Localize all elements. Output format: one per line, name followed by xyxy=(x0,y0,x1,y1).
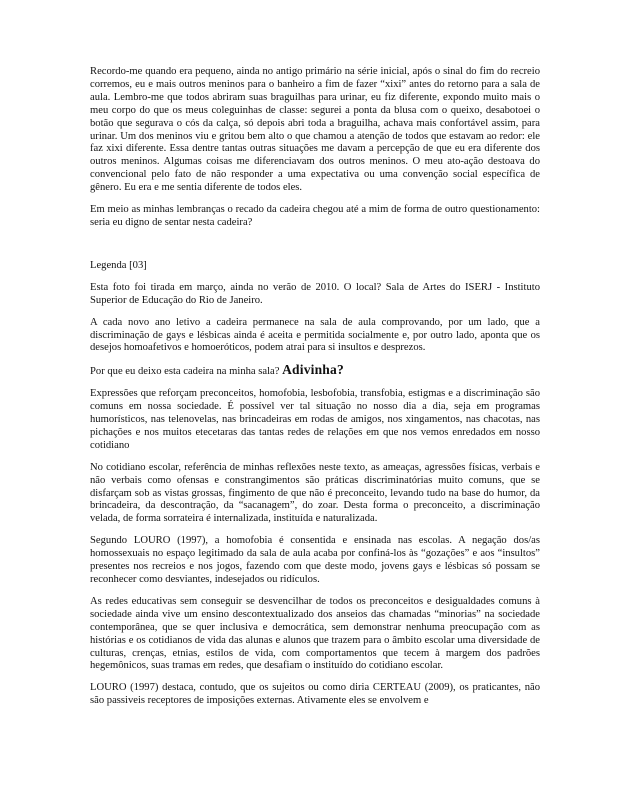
paragraph-chair-question: Em meio as minhas lembranças o recado da cadeira chegou até a mim de forma de outro questionamento: seria eu digno de sentar nesta cadeira? xyxy=(90,204,540,228)
guess-heading: Adivinha? xyxy=(282,362,344,378)
paragraph-louro-homophobia: Segundo LOURO (1997), a homofobia é consentida e ensinada nas escolas. A negação dos/as homossexuais no espaço legitimado da sala de aula acaba por confiná-los às “gozações” e aos “insultos” presentes nos recreios e nos jogos, fazendo com que deste modo, jovens gays e lésbicas só possam se reconhecer como desviantes, indesejados ou ridículos. xyxy=(90,535,540,585)
question-text: Por que eu deixo esta cadeira na minha sala? xyxy=(90,366,280,378)
paragraph-question xyxy=(90,364,540,379)
paragraph-school-year: A cada novo ano letivo a cadeira permanece na sala de aula comprovando, por um lado, que a discriminação de gays e lésbicas ainda é aceita e permitida socialmente e, por outro lado, aponta que os desejos homoafetivos e homoeróticos, podem atrai para si insultos e desprezos. xyxy=(90,316,540,354)
paragraph-louro-certeau: LOURO (1997) destaca, contudo, que os sujeitos ou como diria CERTEAU (2009), os praticantes, não são passiveis receptores de imposições externas. Ativamente eles se envolvem e xyxy=(90,682,540,707)
paragraph-memory: Recordo-me quando era pequeno, ainda no antigo primário na série inicial, após o sinal do fim do recreio corremos, eu e mais outros meninos para o banheiro a fim de fazer “xixi” antes do retorno para a sala de aula. Lembro-me que todos abriram suas braguilhas para urinar, eu fiz diferente, expondo muito mais o meu corpo do que os meus coleguinhas de classe: segurei a ponta da blusa com o queixo, desabotoei o botão que segurava o cós da calça, só depois abri toda a braguilha, achava mais confortável assim, para urinar. Um dos meninos viu e gritou bem alto o que chamou a atenção de todos que estavam ao redor: ele faz xixi diferente. Essa dentre tantas outras situações me davam a percepção de que eu era diferente dos outros meninos. Algumas coisas me diferenciavam dos outros meninos. O meu ato-ação destoava do convencional pelo fato de não responder a uma expectativa ou uma convenção social específica de gênero. Eu era e me sentia diferente de todos eles. xyxy=(90,66,540,194)
caption-label: Legenda [03] xyxy=(90,259,147,271)
paragraph-educational-networks: As redes educativas sem conseguir se desvencilhar de todos os preconceitos e desigualdades comuns à sociedade ainda vive um ensino descontextualizado dos anseios das chamadas “minorias” na sociedade contemporânea, que se quer inclusiva e democrática, sem demonstrar nenhuma preocupação com as histórias e os cotidianos de vida das alunas e alunos que trazem para o âmbito escolar uma diversidade de culturas, crenças, etnias, estilos de vida, com comportamentos que tecem à margem dos padrões hegemônicos, suas tramas em redes, que desafiam o instituído do cotidiano escolar. xyxy=(90,595,540,672)
paragraph-expressions: Expressões que reforçam preconceitos, homofobia, lesbofobia, transfobia, estigmas e a discriminação são comuns em nossa sociedade. É possível ver tal situação no nosso dia a dia, seja em programas humorísticos, nas telenovelas, nas brincadeiras em rodas de amigos, nos xingamentos, nas chacotas, nas pichações e nos muitos etecetaras das tantas redes de relações em que nos vemos enredados em nosso cotidiano xyxy=(90,388,540,451)
paragraph-photo-info: Esta foto foi tirada em março, ainda no verão de 2010. O local? Sala de Artes do ISERJ - Instituto Superior de Educação do Rio de Janeiro. xyxy=(90,281,540,306)
paragraph-school-daily: No cotidiano escolar, referência de minhas reflexões neste texto, as ameaças, agressões físicas, verbais e não verbais como ofensas e constrangimentos são práticas discriminatórias muito comuns, que se disfarçam sob as vistas grossas, fingimento de que não é preconceito, levando tudo na base do humor, da brincadeira, da descontração, da “sacanagem”, do zoar. Desta forma o preconceito, a discriminação velada, de forma sorrateira é internalizada, instituída e naturalizada. xyxy=(90,461,540,525)
document-page xyxy=(90,66,540,717)
